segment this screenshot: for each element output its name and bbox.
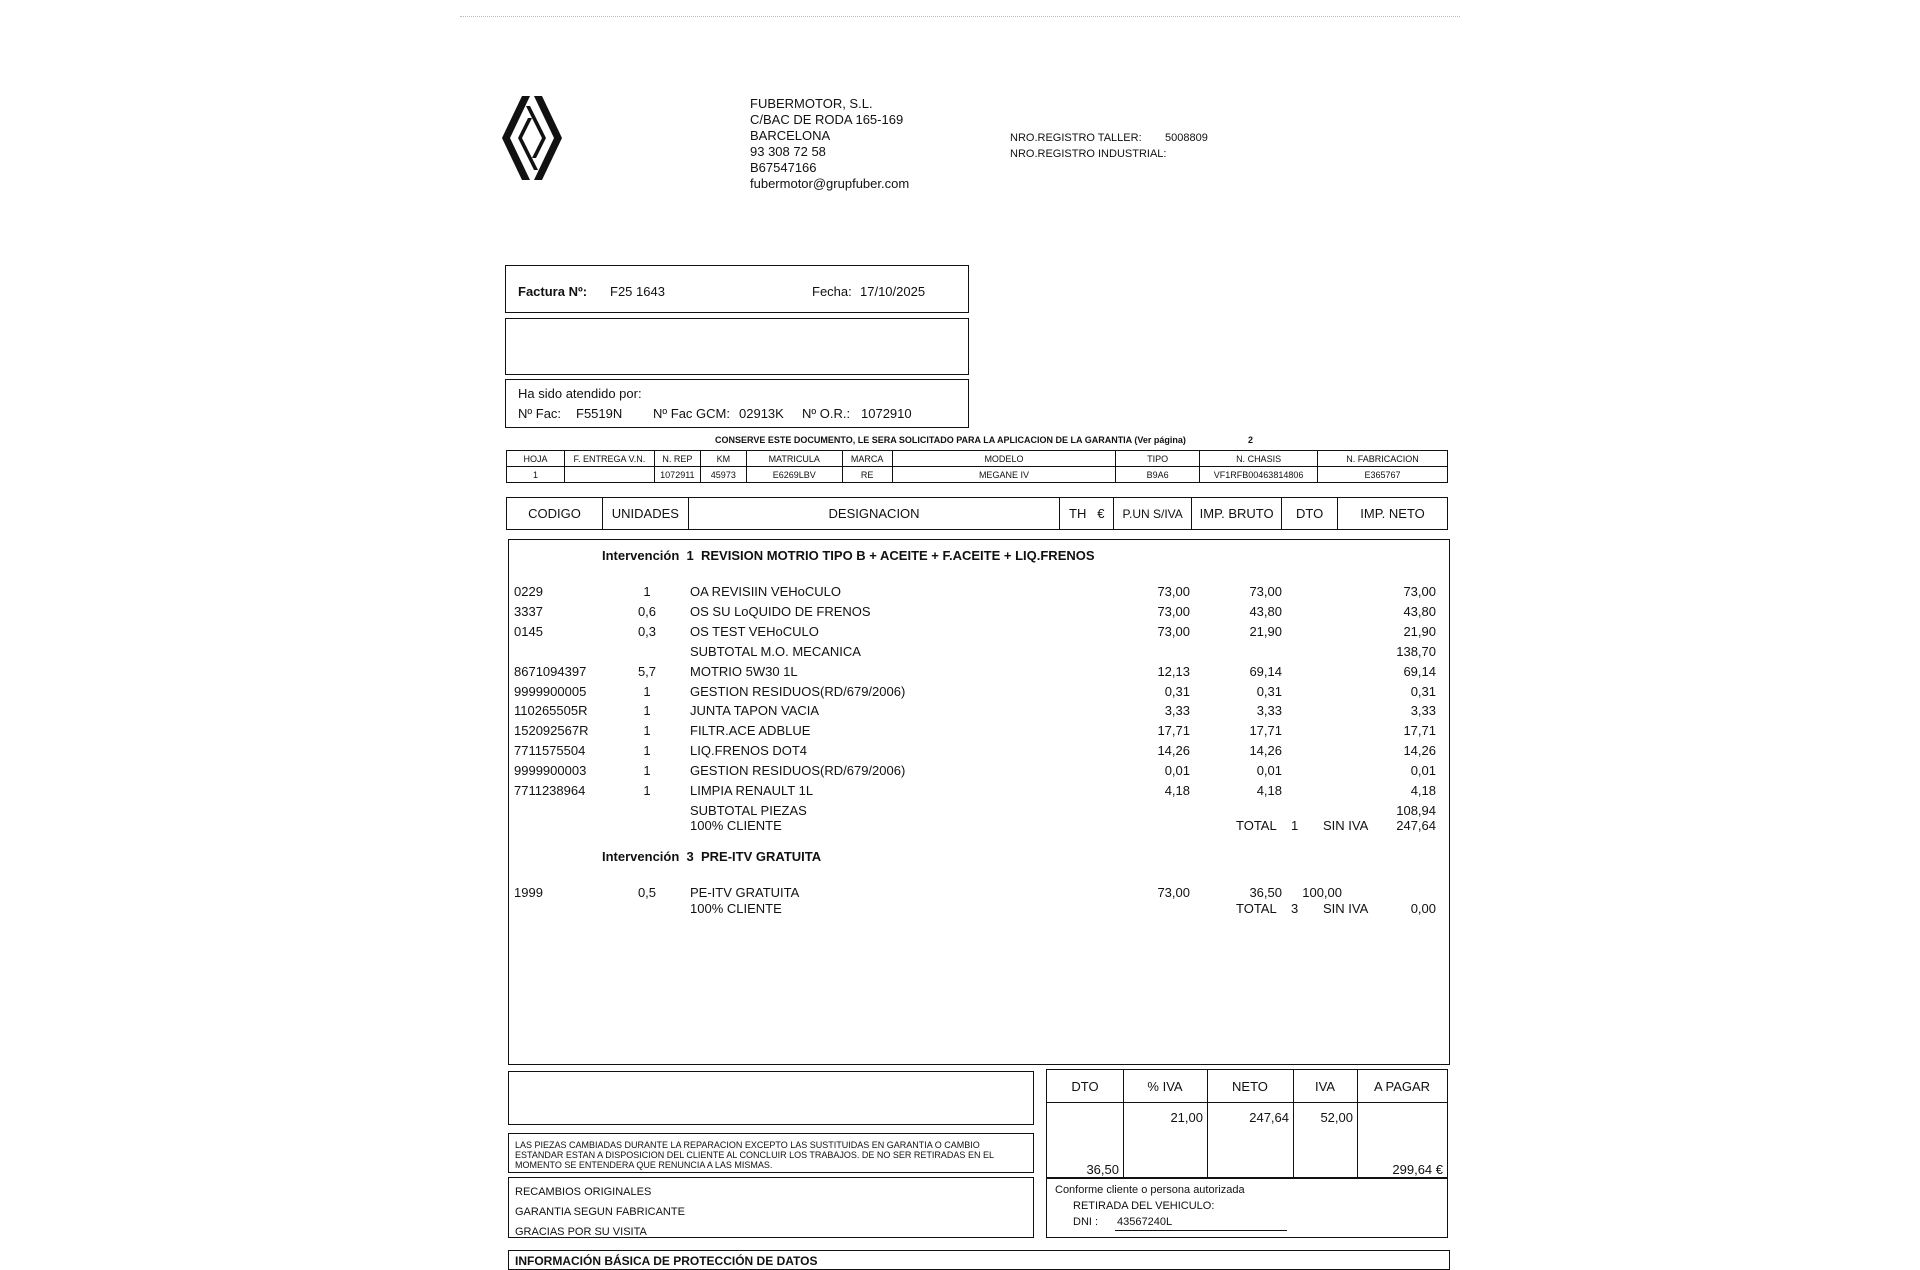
line-units: 1: [643, 584, 651, 599]
company-cif: B67547166: [750, 160, 817, 175]
line-desc: LIQ.FRENOS DOT4: [690, 743, 808, 759]
line-item-row: [0, 763, 1920, 779]
line-item-row: [0, 743, 1920, 759]
vehicle-header-hoja: HOJA: [507, 451, 565, 467]
vehicle-hoja: 1: [507, 467, 565, 483]
col-neto: IMP. NETO: [1338, 498, 1448, 530]
legal-box: [508, 1133, 1034, 1173]
line-desc: LIMPIA RENAULT 1L: [690, 783, 814, 798]
invoice-number: F25 1643: [610, 284, 665, 299]
line-desc: PE-ITV GRATUITA: [690, 885, 800, 900]
line-bruto: 0,31: [1256, 683, 1282, 699]
line-neto: 108,94: [1396, 802, 1436, 818]
line-desc: SUBTOTAL M.O. MECANICA: [690, 643, 861, 659]
footer-empty-box: [508, 1071, 1034, 1125]
summary-iva-pct: 21,00: [1170, 1110, 1203, 1125]
registry-taller-label: NRO.REGISTRO TALLER:: [1010, 132, 1142, 144]
customer-box: [505, 318, 969, 375]
line-units: 1: [643, 783, 651, 798]
line-neto: 43,80: [1403, 603, 1436, 619]
line-neto: 4,18: [1410, 783, 1436, 798]
col-bruto: IMP. BRUTO: [1192, 498, 1282, 530]
vehicle-modelo: MEGANE IV: [892, 467, 1116, 483]
vehicle-tipo: B9A6: [1116, 467, 1200, 483]
line-pun: 73,00: [1157, 623, 1190, 639]
line-neto: 21,90: [1403, 623, 1436, 639]
footer-note-recambios: RECAMBIOS ORIGINALES: [515, 1186, 652, 1198]
vehicle-header-chasis: N. CHASIS: [1200, 451, 1318, 467]
line-neto: 69,14: [1403, 663, 1436, 679]
vehicle-chasis: VF1RFB00463814806: [1200, 467, 1318, 483]
line-code: 1999: [514, 885, 543, 900]
line-code: 0229: [514, 584, 543, 599]
invoice-date: 17/10/2025: [860, 284, 926, 299]
line-dto: 100,00: [1302, 885, 1342, 900]
signature-dni: 43567240L: [1117, 1216, 1173, 1228]
intervention-1-total-amount: 247,64: [1396, 818, 1436, 833]
line-bruto: 17,71: [1249, 723, 1282, 739]
invoice-date-label: Fecha:: [812, 284, 852, 299]
summary-header-iva-pct: % IVA: [1147, 1079, 1183, 1094]
vehicle-entrega: [564, 467, 654, 483]
line-code: 9999900003: [514, 763, 587, 779]
line-desc: GESTION RESIDUOS(RD/679/2006): [690, 683, 906, 699]
line-units: 1: [643, 763, 651, 779]
legal-text: LAS PIEZAS CAMBIADAS DURANTE LA REPARACION EXCEPTO LAS SUSTITUIDAS EN GARANTIA O CAMBIO ESTANDAR ESTAN A DISPOSICION DEL CLIENTE AL CONCLUIR LOS TRABAJOS. DE NO SER RETIRADAS EN EL MOMENTO SE ENTENDERA QUE RENUNCIA A LAS MISMAS.: [515, 1140, 994, 1170]
vehicle-fabricacion: E365767: [1318, 467, 1448, 483]
summary-neto: 247,64: [1249, 1110, 1289, 1125]
line-code: 0145: [514, 623, 543, 639]
footer-note-gracias: GRACIAS POR SU VISITA: [515, 1226, 647, 1238]
line-code: 110265505R: [514, 703, 588, 719]
attended-or: 1072910: [861, 406, 912, 421]
line-desc: OS TEST VEHoCULO: [690, 623, 819, 639]
summary-box: [1046, 1069, 1448, 1179]
vehicle-header-modelo: MODELO: [892, 451, 1116, 467]
warranty-page: 2: [1248, 435, 1254, 445]
line-neto: 0,31: [1410, 683, 1436, 699]
line-bruto: 21,90: [1249, 623, 1282, 639]
line-neto: 0,01: [1410, 763, 1436, 779]
intervention-1-total-row: [0, 818, 1920, 834]
line-desc: FILTR.ACE ADBLUE: [690, 723, 811, 739]
col-euro: €: [1097, 506, 1105, 521]
col-unidades: UNIDADES: [602, 498, 688, 530]
line-bruto: 14,26: [1249, 743, 1282, 759]
line-item-row: [0, 723, 1920, 739]
line-pun: 3,33: [1164, 703, 1190, 719]
intervention-3-title: [602, 849, 821, 865]
line-desc: MOTRIO 5W30 1L: [690, 663, 798, 679]
line-code: 8671094397: [514, 663, 587, 679]
col-dto: DTO: [1282, 498, 1338, 530]
page-top-rule: [460, 16, 1460, 17]
attended-fac-label: Nº Fac:: [518, 406, 562, 421]
line-code: 7711575504: [514, 743, 586, 759]
intervention-1-total-num: 1: [1291, 818, 1299, 833]
col-codigo: CODIGO: [507, 498, 603, 530]
line-pun: 0,31: [1164, 683, 1190, 699]
line-desc: OS SU LoQUIDO DE FRENOS: [690, 603, 871, 619]
line-item-row: [0, 584, 1920, 600]
attended-gcm: 02913K: [739, 406, 784, 421]
vehicle-table: [506, 450, 1448, 483]
line-item-row: [0, 684, 1920, 700]
summary-pagar: 299,64 €: [1392, 1162, 1443, 1177]
line-item-row: [0, 803, 1920, 819]
intervention-3-label: Intervención: [602, 849, 680, 864]
line-units: 0,3: [637, 623, 657, 639]
intervention-3-client: 100% CLIENTE: [690, 901, 782, 916]
line-bruto: 69,14: [1249, 663, 1282, 679]
vehicle-header-row: [507, 451, 1448, 467]
vehicle-header-tipo: TIPO: [1116, 451, 1200, 467]
signature-dni-label: DNI :: [1073, 1216, 1099, 1228]
line-neto: 14,26: [1403, 743, 1436, 759]
line-bruto: 43,80: [1249, 603, 1282, 619]
attended-title: Ha sido atendido por:: [518, 386, 642, 401]
line-pun: 73,00: [1157, 603, 1190, 619]
line-desc: JUNTA TAPON VACIA: [690, 703, 820, 719]
line-desc: GESTION RESIDUOS(RD/679/2006): [690, 763, 906, 779]
attended-gcm-label: Nº Fac GCM:: [653, 406, 730, 421]
col-pun: P.UN S/IVA: [1114, 498, 1192, 530]
line-neto: 17,71: [1403, 723, 1436, 739]
intervention-1-client: 100% CLIENTE: [690, 818, 782, 833]
line-pun: 17,71: [1157, 723, 1190, 739]
intervention-1-label: Intervención: [602, 548, 680, 563]
intervention-1-desc: REVISION MOTRIO TIPO B + ACEITE + F.ACEITE + LIQ.FRENOS: [701, 548, 1095, 563]
vehicle-marca: RE: [842, 467, 892, 483]
intervention-1-total-label: TOTAL: [1236, 818, 1277, 833]
line-pun: 73,00: [1157, 584, 1190, 599]
line-code: 3337: [514, 603, 543, 619]
invoice-number-box: [505, 265, 969, 313]
vehicle-header-nrep: N. REP: [654, 451, 700, 467]
line-units: 5,7: [637, 663, 657, 679]
renault-logo-icon: [500, 94, 564, 182]
line-pun: 0,01: [1164, 763, 1190, 779]
line-code: 152092567R: [514, 723, 589, 739]
line-code: 7711238964: [514, 783, 586, 798]
line-item-row: [0, 885, 1920, 901]
data-protection-title: INFORMACIÓN BÁSICA DE PROTECCIÓN DE DATOS: [515, 1254, 818, 1268]
line-item-row: [0, 604, 1920, 620]
signature-dni-underline: [1115, 1230, 1287, 1231]
line-units: 0,6: [637, 603, 657, 619]
summary-header-neto: NETO: [1232, 1079, 1268, 1094]
signature-line1: Conforme cliente o persona autorizada: [1055, 1184, 1245, 1196]
line-desc: OA REVISIIN VEHoCULO: [690, 584, 841, 599]
line-neto: 3,33: [1410, 703, 1436, 719]
line-bruto: 73,00: [1249, 584, 1282, 599]
vehicle-header-entrega: F. ENTREGA V.N.: [564, 451, 654, 467]
line-bruto: 3,33: [1256, 703, 1282, 719]
intervention-3-total-label: TOTAL: [1236, 901, 1277, 916]
vehicle-km: 45973: [700, 467, 746, 483]
company-city: BARCELONA: [750, 128, 831, 143]
intervention-1-iva-label: SIN IVA: [1323, 818, 1369, 833]
intervention-3-iva-label: SIN IVA: [1323, 901, 1369, 916]
summary-header-divider: [1047, 1102, 1447, 1103]
data-protection-box: [508, 1250, 1450, 1270]
line-units: 1: [643, 723, 651, 739]
line-pun: 14,26: [1157, 743, 1190, 759]
attended-fac: F5519N: [576, 406, 623, 421]
intervention-1-num: 1: [686, 548, 694, 563]
footer-note-garantia: GARANTIA SEGUN FABRICANTE: [515, 1206, 685, 1218]
line-bruto: 0,01: [1256, 763, 1282, 779]
line-item-row: [0, 644, 1920, 660]
col-th: [1060, 498, 1114, 530]
company-phone: 93 308 72 58: [750, 144, 826, 159]
intervention-3-total-row: [0, 901, 1920, 917]
attended-box: [505, 379, 969, 428]
line-units: 1: [643, 683, 651, 699]
line-units: 0,5: [637, 885, 657, 900]
line-bruto: 4,18: [1256, 783, 1282, 798]
signature-box: [1046, 1177, 1448, 1238]
col-designacion: DESIGNACION: [688, 498, 1059, 530]
line-code: 9999900005: [514, 683, 587, 699]
lines-header-table: [506, 497, 1448, 530]
vehicle-header-fabricacion: N. FABRICACION: [1318, 451, 1448, 467]
line-bruto: 36,50: [1249, 885, 1282, 900]
warranty-notice: CONSERVE ESTE DOCUMENTO, LE SERA SOLICITADO PARA LA APLICACION DE LA GARANTIA (Ver página): [715, 435, 1186, 445]
invoice-number-label: Factura Nº:: [518, 284, 588, 299]
line-desc: SUBTOTAL PIEZAS: [690, 802, 807, 818]
line-neto: 73,00: [1403, 584, 1436, 599]
line-pun: 12,13: [1157, 663, 1190, 679]
summary-header-pagar: A PAGAR: [1373, 1079, 1431, 1094]
summary-header-dto: DTO: [1071, 1079, 1099, 1094]
registry-industrial-label: NRO.REGISTRO INDUSTRIAL:: [1010, 148, 1167, 160]
line-units: 1: [643, 703, 651, 719]
vehicle-matricula: E6269LBV: [746, 467, 842, 483]
attended-or-label: Nº O.R.:: [802, 406, 851, 421]
registry-taller-value: 5008809: [1165, 132, 1208, 144]
col-th-label: TH: [1069, 506, 1087, 521]
summary-header-iva: IVA: [1315, 1079, 1335, 1094]
summary-dto: 36,50: [1086, 1162, 1119, 1177]
line-neto: 138,70: [1396, 643, 1436, 659]
vehicle-value-row: [507, 467, 1448, 483]
intervention-3-total-amount: 0,00: [1410, 901, 1436, 916]
footer-notes-box: [508, 1177, 1034, 1238]
vehicle-nrep: 1072911: [654, 467, 700, 483]
line-item-row: [0, 664, 1920, 680]
vehicle-header-km: KM: [700, 451, 746, 467]
line-pun: 4,18: [1164, 783, 1190, 798]
signature-line2: RETIRADA DEL VEHICULO:: [1073, 1200, 1215, 1212]
summary-iva: 52,00: [1320, 1110, 1353, 1125]
line-item-row: [0, 703, 1920, 719]
intervention-3-total-num: 3: [1291, 901, 1299, 916]
vehicle-header-marca: MARCA: [842, 451, 892, 467]
intervention-3-desc: PRE-ITV GRATUITA: [701, 849, 822, 864]
company-street: C/BAC DE RODA 165-169: [750, 112, 904, 127]
vehicle-header-matricula: MATRICULA: [746, 451, 842, 467]
line-item-row: [0, 783, 1920, 799]
line-item-row: [0, 624, 1920, 640]
intervention-1-title: [602, 548, 1095, 564]
line-units: 1: [643, 743, 651, 759]
line-pun: 73,00: [1157, 885, 1190, 900]
company-name: FUBERMOTOR, S.L.: [750, 96, 873, 111]
intervention-3-num: 3: [686, 849, 694, 864]
company-email: fubermotor@grupfuber.com: [750, 176, 910, 191]
